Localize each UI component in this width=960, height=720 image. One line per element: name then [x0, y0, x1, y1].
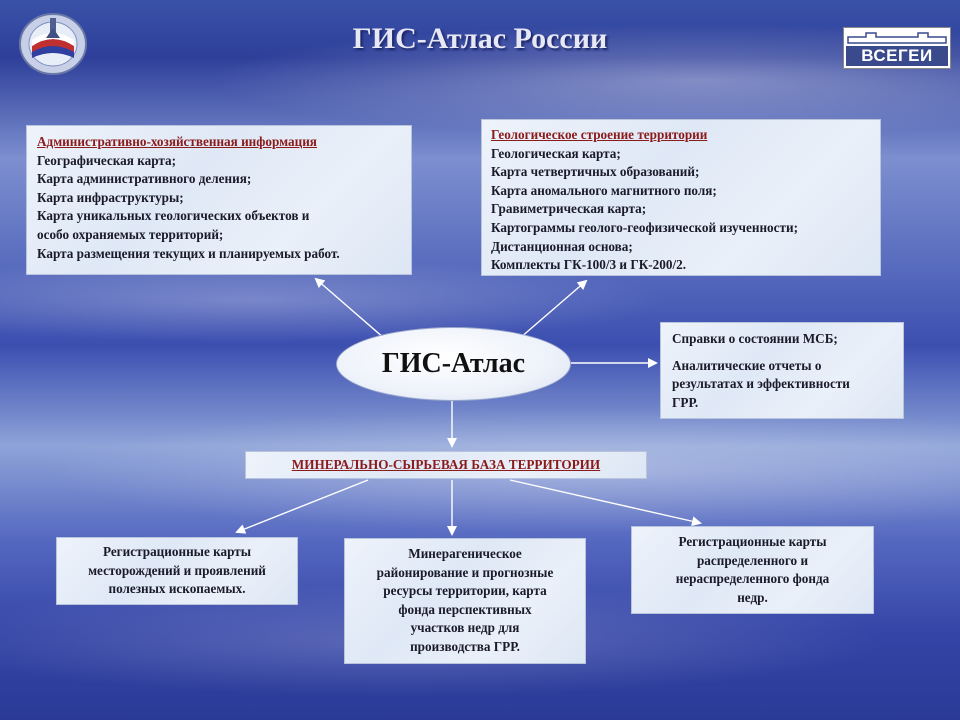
minerageny-line: Минерагеническое [408, 546, 522, 561]
minerageny-line: участков недр для [410, 620, 520, 636]
admin-info-line: особо охраняемых территорий; [37, 226, 224, 242]
deposits-line: месторождений и проявлений [88, 562, 266, 578]
admin-info-line: Географическая карта; [37, 152, 176, 168]
logo-text: ВСЕГЕИ [846, 46, 948, 66]
fund-line: нераспределенного фонда [675, 571, 830, 587]
admin-info-heading: Административно-хозяйственная информация [37, 134, 317, 149]
minerageny-line: фонда перспективных [398, 601, 532, 617]
deposits-line: полезных ископаемых. [108, 581, 246, 597]
fund-line: Регистрационные карты [678, 534, 827, 549]
arrow-to-deposits [237, 480, 368, 532]
reports-line: Аналитические отчеты о [672, 357, 822, 373]
minerageny-line: районирование и прогнозные [376, 564, 554, 580]
geology-heading: Геологическое строение территории [491, 127, 708, 142]
deposits-line: Регистрационные карты [102, 544, 252, 559]
fund-line: недр. [737, 589, 768, 605]
geology-line: Гравиметрическая карта; [491, 201, 647, 217]
admin-info-line: Карта инфраструктуры; [37, 189, 184, 205]
fund-line: распределенного и [696, 552, 809, 568]
mineral-base-box [245, 451, 647, 479]
page-title: ГИС-Атлас России [352, 22, 608, 55]
reports-box [660, 322, 904, 419]
arrow-to-admin [316, 279, 384, 338]
geology-line: Карта четвертичных образований; [491, 164, 700, 180]
minerageny-line: ресурсы территории, карта [383, 583, 547, 599]
reports-line: результатах и эффективности [672, 376, 850, 392]
geology-line: Картограммы геолого-геофизической изученности; [491, 219, 798, 235]
arrow-to-geology [520, 281, 586, 338]
admin-info-line: Карта размещения текущих и планируемых работ. [37, 245, 340, 261]
admin-info-line: Карта уникальных геологических объектов и [37, 208, 310, 224]
geology-line: Карта аномального магнитного поля; [491, 182, 717, 198]
geology-box [481, 119, 881, 276]
admin-info-box [26, 125, 412, 275]
admin-info-line: Карта административного деления; [37, 171, 252, 187]
minerageny-box [344, 538, 586, 664]
mineral-base-label: МИНЕРАЛЬНО-СЫРЬЕВАЯ БАЗА ТЕРРИТОРИИ [291, 457, 601, 472]
reports-line: ГРР. [672, 394, 699, 410]
geology-line: Комплекты ГК-100/3 и ГК-200/2. [491, 257, 687, 273]
fund-box [631, 526, 874, 614]
minerageny-line: производства ГРР. [410, 638, 520, 654]
arrow-to-fund [510, 480, 700, 523]
deposits-box [56, 537, 298, 605]
gis-atlas-node: ГИС-Атлас [336, 327, 571, 401]
reports-line: Справки о состоянии МСБ; [672, 331, 838, 346]
geology-line: Геологическая карта; [491, 145, 621, 161]
geology-line: Дистанционная основа; [491, 238, 633, 254]
